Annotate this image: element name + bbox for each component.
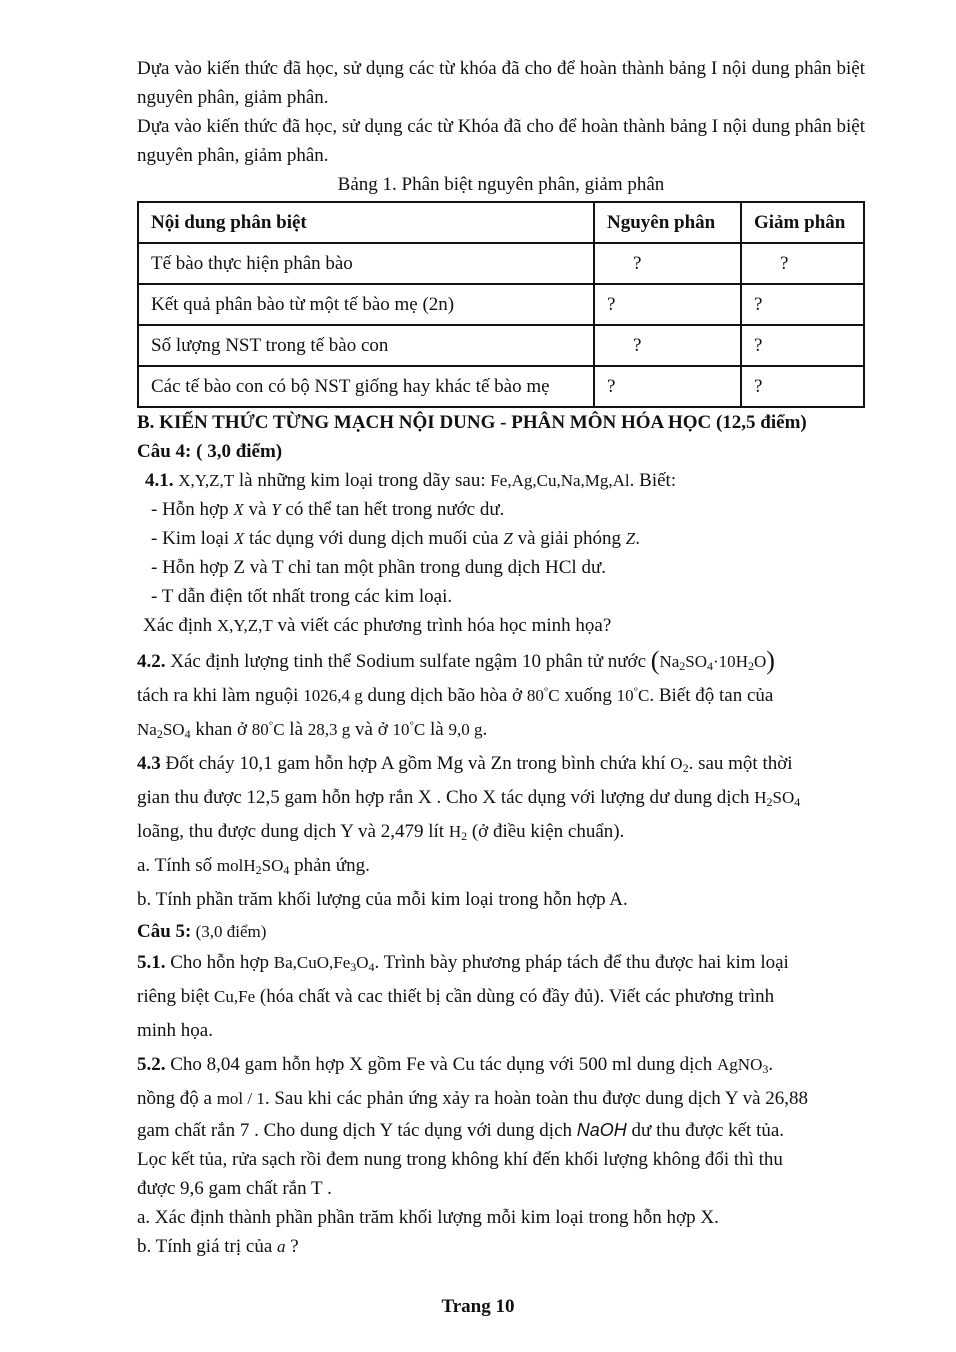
sub2: 2 [255, 863, 262, 877]
q52-naoh: NaOH [576, 1120, 627, 1140]
q52-text4: . Sau khi các phản ứng xảy ra hoàn toàn thu được dung dịch Y và 26,88 [264, 1088, 809, 1109]
header-content: Nội dung phân biệt [138, 202, 594, 243]
b2d: . [635, 528, 640, 549]
table-row [138, 284, 864, 325]
header-giam-phan: Giảm phân [741, 202, 864, 243]
q43-text1: Đốt cháy 10,1 gam hỗn hợp A gồm Mg và Zn trong bình chứa khí [160, 753, 671, 774]
temp-10 [617, 686, 650, 705]
q41-vars: X,Y,Z,T [178, 471, 235, 490]
q52-line-5: được 9,6 gam chất rắn T . [137, 1178, 332, 1199]
intro-paragraph-2: Dựa vào kiến thức đã học, sử dụng các từ Khóa đã cho để hoàn thành bảng I nội dung phân biệt nguyên phân, giảm phân. [137, 116, 865, 166]
agno3 [717, 1055, 768, 1074]
b2z2: Z [625, 529, 636, 548]
q52-text3: nồng độ a [137, 1088, 217, 1109]
na: Na [659, 652, 680, 671]
row-np: ? [594, 366, 741, 407]
row-content: Kết quả phân bào từ một tế bào mẹ (2n) [138, 284, 594, 325]
c: C [273, 720, 285, 739]
q42-text1: Xác định lượng tinh thể Sodium sulfate ngậm 10 phân tử nước [165, 651, 651, 672]
q42-text2: tách ra khi làm nguội [137, 685, 304, 706]
q43-text3: gian thu được 12,5 gam hỗn hợp rắn X . Cho X tác dụng với lượng dư dung dịch [137, 787, 755, 808]
o: O [356, 953, 369, 972]
na2so4 [137, 720, 191, 739]
q51-label: 5.1. [137, 952, 166, 973]
a-post: phản ứng. [289, 855, 370, 876]
sub4: 4 [283, 863, 290, 877]
q51-line-3: minh họa. [137, 1020, 213, 1041]
cau5-title-bold: Câu 5: [137, 921, 192, 942]
temp-80 [527, 686, 560, 705]
q42-text5: . Biết độ tan của [649, 685, 774, 706]
q43-part-b: b. Tính phần trăm khối lượng của mỗi kim loại trong hỗn hợp A. [137, 889, 628, 910]
b2b: tác dụng với dung dịch muối của [244, 528, 504, 549]
q41-bullet-4: - T dẫn điện tốt nhất trong các kim loại. [151, 586, 453, 607]
q43-line-1 [137, 747, 865, 781]
sub4: 4 [368, 960, 375, 974]
q42-text8: và ở [350, 719, 393, 740]
q42-mass: 1026,4 g [303, 686, 363, 705]
s2: 9,0 g [448, 720, 483, 739]
b1a: - Hỗn hợp [151, 499, 234, 520]
row-np: ? [633, 334, 642, 356]
q43-text2: . sau một thời [688, 753, 793, 774]
row-gp: ? [741, 325, 864, 366]
sub3: 3 [762, 1062, 769, 1076]
o: O [753, 652, 767, 671]
s1: 28,3 g [307, 720, 351, 739]
row-np: ? [594, 284, 741, 325]
table-caption: Bảng 1. Phân biệt nguyên phân, giảm phân [337, 174, 665, 195]
h2so4 [754, 788, 800, 807]
q52-text6: dư thu được kết tủa. [626, 1120, 785, 1141]
ask-vars: X,Y,Z,T [216, 616, 273, 635]
q43-text4: loãng, thu được dung dịch Y và 2,479 lít [137, 821, 449, 842]
q42-text10: . [482, 719, 488, 740]
q52-text1: Cho 8,04 gam hỗn hợp X gồm Fe và Cu tác dụng với 500 ml dung dịch [165, 1054, 718, 1075]
so: SO [772, 788, 795, 807]
b-var: a [277, 1237, 286, 1256]
q52-line-4: Lọc kết tủa, rửa sạch rồi đem nung trong không khí đến khối lượng không đổi thì thu [137, 1149, 783, 1170]
sub4: 4 [707, 659, 714, 673]
deg: ° [633, 685, 639, 698]
q41-bullet-1 [137, 495, 865, 524]
row-gp: ? [780, 252, 789, 274]
b1x: X [233, 500, 244, 519]
so: SO [162, 720, 185, 739]
t2: 10 [392, 720, 410, 739]
q52-text2: . [768, 1054, 774, 1075]
cau4-title: Câu 4: ( 3,0 điểm) [137, 441, 283, 462]
temp-80b [252, 720, 285, 739]
q52-unit: mol / 1 [216, 1089, 265, 1108]
q42-text4: xuống [559, 685, 617, 706]
q52-part-b [137, 1232, 865, 1261]
b1b: và [243, 499, 272, 520]
sub3: 3 [350, 960, 357, 974]
q51-text2: . Trình bày phương pháp tách để thu được hai kim loại [374, 952, 789, 973]
deg: ° [268, 719, 274, 732]
q41-text1: là những kim loại trong dãy sau: [234, 470, 491, 491]
t1: 80 [526, 686, 544, 705]
h2so4-a [243, 856, 289, 875]
q42-text7: là [284, 719, 308, 740]
q41-intro [137, 466, 865, 495]
intro-paragraph-1: Dựa vào kiến thức đã học, sử dụng các từ khóa đã cho để hoàn thành bảng I nội dung phân biệt nguyên phân, giảm phân. [137, 58, 865, 108]
row-gp: ? [741, 284, 864, 325]
b2x: X [233, 529, 245, 548]
q42-text9: là [425, 719, 449, 740]
q42-line-1 [137, 644, 865, 679]
lparen: ( [650, 646, 660, 675]
q43-part-a [137, 849, 865, 883]
h: H [243, 856, 256, 875]
sub4: 4 [794, 795, 801, 809]
row-np: ? [633, 252, 642, 274]
table-row [138, 243, 864, 284]
o2 [670, 754, 688, 773]
sub2: 2 [682, 761, 689, 775]
a-mol: mol [216, 856, 244, 875]
mix: Ba,CuO,Fe [273, 953, 351, 972]
q41-ask [137, 611, 865, 640]
section-b-heading: B. KIẾN THỨC TỪNG MẠCH NỘI DUNG - PHÂN MÔN HÓA HỌC (12,5 điểm) [137, 412, 807, 433]
q43-line-2 [137, 781, 865, 815]
q43-line-3 [137, 815, 865, 849]
cau5-title [137, 917, 865, 946]
table-header-row [138, 202, 864, 243]
q52-line-3 [137, 1116, 865, 1145]
q51-line-1 [137, 946, 865, 980]
b2z: Z [503, 529, 513, 548]
na: Na [137, 720, 157, 739]
ask-b: và viết các phương trình hóa học minh họa? [272, 615, 612, 636]
q51-line-2 [137, 980, 865, 1014]
row-gp: ? [741, 366, 864, 407]
sub2: 2 [766, 795, 773, 809]
row-np-cell [594, 243, 741, 284]
sub2: 2 [156, 727, 163, 741]
ask-a: Xác định [143, 615, 217, 636]
q41-bullet-2 [137, 524, 865, 553]
q52-label: 5.2. [137, 1054, 166, 1075]
dot10: ·10 [713, 652, 736, 671]
row-content: Các tế bào con có bộ NST giống hay khác tế bào mẹ [138, 366, 594, 407]
q52-text5: gam chất rắn 7 . Cho dung dịch Y tác dụng với dung dịch [137, 1120, 577, 1141]
table-row [138, 366, 864, 407]
h: H [448, 822, 462, 841]
q42-line-3 [137, 713, 865, 747]
q52-part-a: a. Xác định thành phần phần trăm khối lượng mỗi kim loại trong hỗn hợp X. [137, 1207, 719, 1228]
deg: ° [543, 685, 549, 698]
row-content: Tế bào thực hiện phân bào [138, 243, 594, 284]
row-content: Số lượng NST trong tế bào con [138, 325, 594, 366]
sub2: 2 [747, 659, 754, 673]
q51-mix [274, 953, 375, 972]
a-pre: a. Tính số [137, 855, 217, 876]
b-pre: b. Tính giá trị của [137, 1236, 278, 1257]
b2c: và giải phóng [512, 528, 626, 549]
b1c: có thể tan hết trong nước dư. [280, 499, 505, 520]
h2 [449, 822, 467, 841]
h: H [735, 652, 748, 671]
table-row [138, 325, 864, 366]
sub2: 2 [461, 829, 468, 843]
q41-metals: Fe,Ag,Cu,Na,Mg,Al [490, 471, 630, 490]
q41-label: 4.1. [145, 470, 174, 491]
so: SO [685, 652, 708, 671]
agno: AgNO [717, 1055, 763, 1074]
q51-text3: riêng biệt [137, 986, 215, 1007]
temp-10b [393, 720, 426, 739]
t2: 10 [616, 686, 634, 705]
c: C [548, 686, 560, 705]
c: C [413, 720, 426, 739]
q42-formula [650, 646, 775, 675]
sub2: 2 [679, 659, 686, 673]
q41-bullet-3: - Hỗn hợp Z và T chỉ tan một phần trong dung dịch HCl dư. [151, 557, 607, 578]
c: C [638, 686, 650, 705]
header-nguyen-phan: Nguyên phân [594, 202, 741, 243]
b-post: ? [285, 1236, 299, 1257]
o: O [670, 754, 683, 773]
q43-text5: (ở điều kiện chuẩn). [467, 821, 625, 842]
q43-label: 4.3 [137, 753, 161, 774]
q41-text2: . Biết: [629, 470, 677, 491]
q51-text1: Cho hỗn hợp [165, 952, 274, 973]
q51-text4: (hóa chất và cac thiết bị cần dùng có đầy đủ). Viết các phương trình [255, 986, 775, 1007]
q42-text6: khan ở [190, 719, 252, 740]
q42-text3: dung dịch bão hòa ở [362, 685, 527, 706]
cau5-points: (3,0 điểm) [191, 922, 267, 941]
so: SO [261, 856, 284, 875]
deg: ° [409, 719, 414, 732]
q52-line-1 [137, 1048, 865, 1082]
page-number: Trang 10 [441, 1296, 515, 1317]
q51-metals: Cu,Fe [214, 987, 256, 1006]
q42-label: 4.2. [137, 651, 166, 672]
comparison-table [137, 201, 865, 408]
row-np-cell [594, 325, 741, 366]
b1y: Y [271, 500, 281, 519]
h: H [754, 788, 767, 807]
row-gp-cell [741, 243, 864, 284]
sub4: 4 [184, 727, 191, 741]
q42-line-2 [137, 679, 865, 713]
b2a: - Kim loại [151, 528, 234, 549]
document-page [137, 54, 865, 1261]
t1: 80 [251, 720, 269, 739]
q52-line-2 [137, 1082, 865, 1116]
rparen: ) [766, 646, 775, 675]
